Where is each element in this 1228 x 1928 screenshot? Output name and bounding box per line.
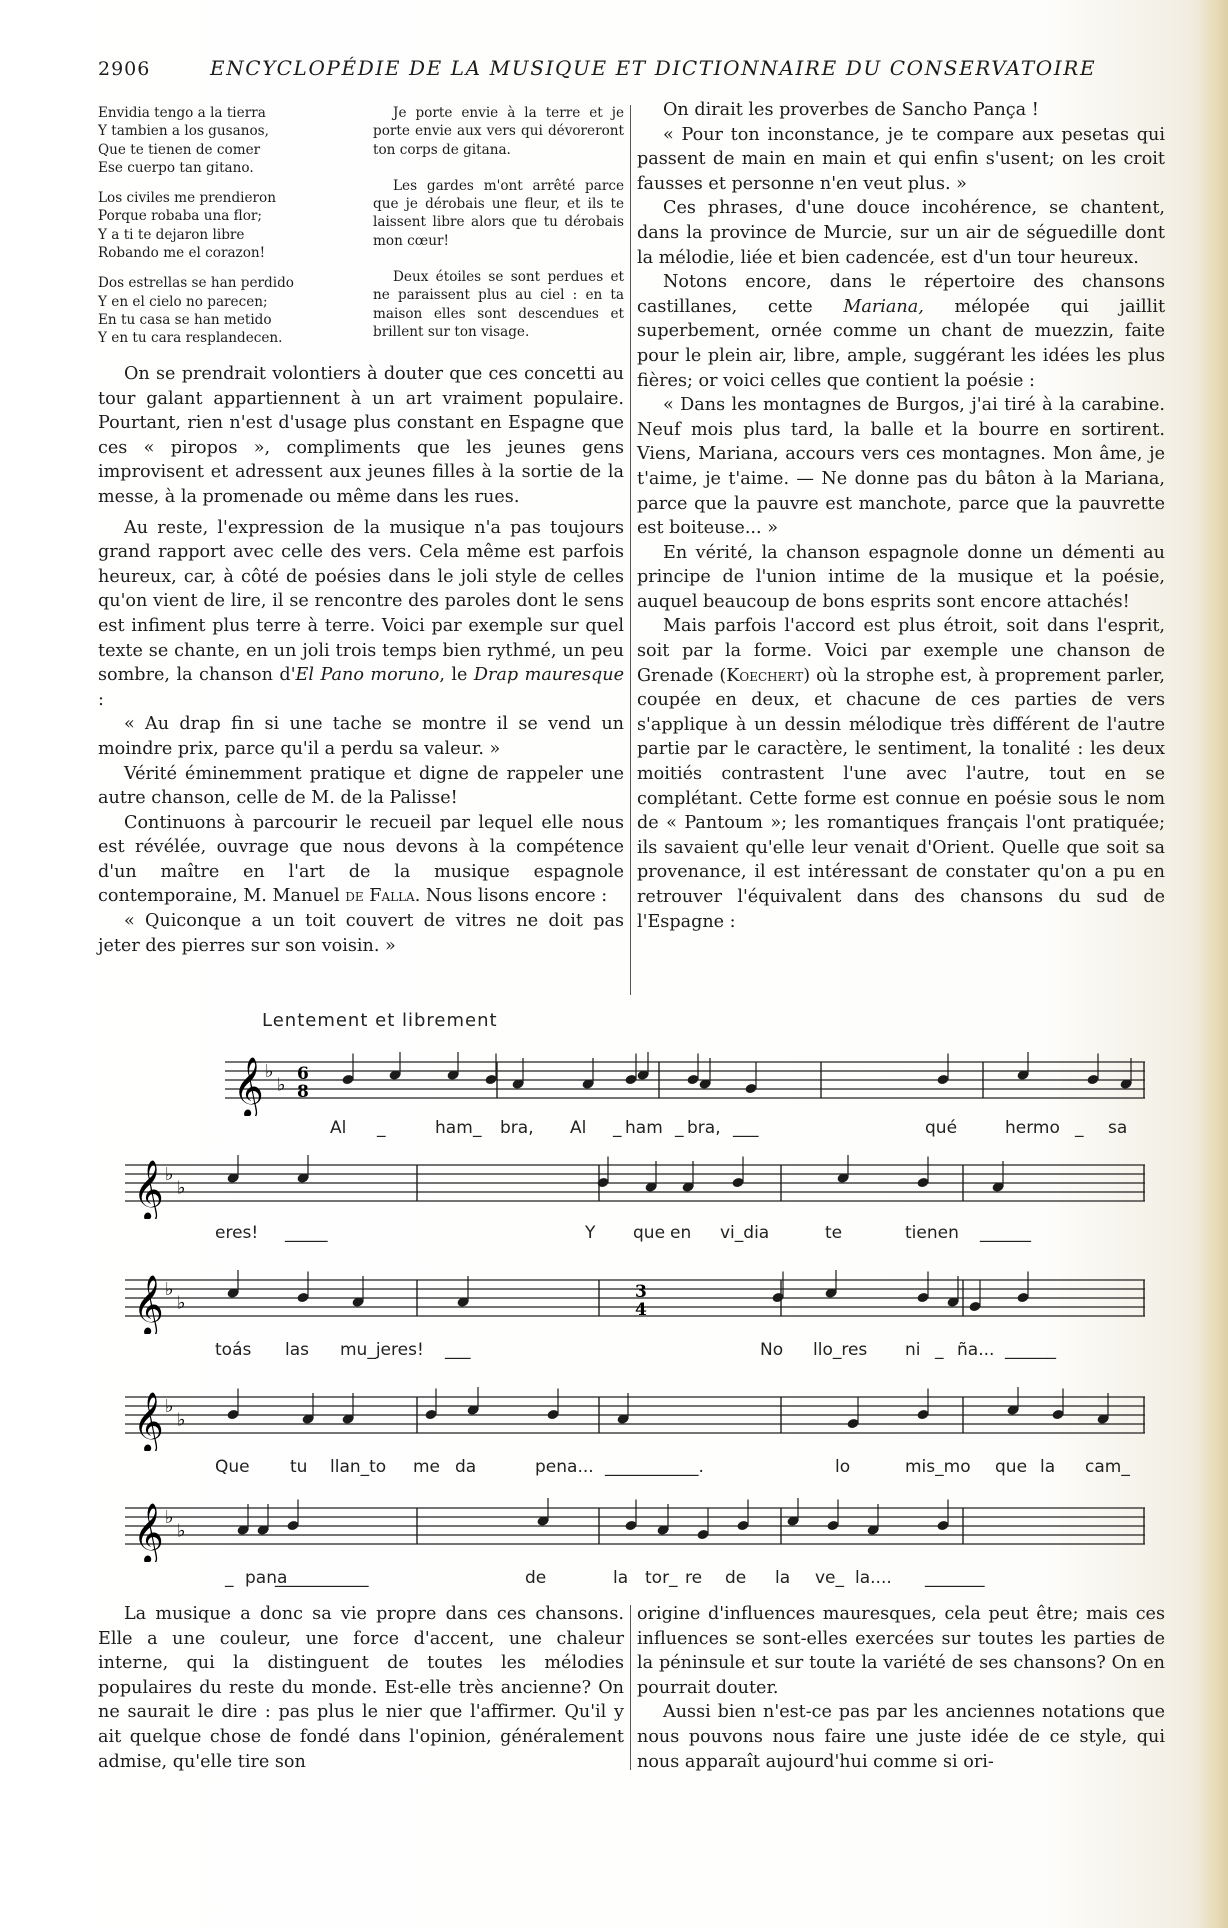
author-name: Koechert [726, 665, 804, 686]
paragraph: Vérité éminemment pratique et digne de rappeler une autre chanson, celle de M. de la Palisse! [98, 763, 624, 809]
lyric-syllable: llo_res [813, 1340, 868, 1360]
paragraph: Mais parfois l'accord est plus étroit, soit dans l'esprit, soit par la forme. Voici par exemple une chanson de Grenade (Koechert) où la strophe est, à proprement parler, coupée en deux, et chacune de ces parties de vers s'applique à un dessin mélodique très différent de l'autre partie par le caractère, le sentiment, la tonalité : les deux moitiés contrastent l'une avec l'autre, tout en se complétant. Cette forme est connue en poésie sous le nom de « Pantoum »; les romantiques français l'ont pratiquée; ils savaient qu'elle leur venait d'Orient. Quelle que soit sa provenance, il est intéressant de constater qu'on a pu en retrouver l'équivalent dans des chansons du sud de l'Espagne : [637, 616, 1166, 932]
stanza-es-1 [98, 104, 348, 177]
lyric-syllable: _ [473, 1118, 482, 1138]
lyric-syllable: bra, [687, 1118, 721, 1138]
lyric-syllable: ______ [980, 1223, 1031, 1243]
paragraph: « Dans les montagnes de Burgos, j'ai tiré à la carabine. Neuf mois plus tard, la balle et la bourre en sortirent. Viens, Mariana, accours vers ces montagnes. Mon âme, je t'aime, je t'aime. — Ne donne pas du bâton à la Mariana, parce que la pauvre est manchote, parce que la pauvrette est boiteuse... » [637, 395, 1165, 539]
lyric-syllable: qué [925, 1118, 958, 1138]
lyric-syllable: tu [290, 1457, 308, 1477]
lyric-syllable: ___________. [605, 1457, 704, 1477]
column-divider [630, 105, 631, 995]
lyric-syllable: ña... [957, 1340, 995, 1360]
lyric-syllable: mis_mo [905, 1457, 971, 1477]
lyric-syllable: de [525, 1568, 547, 1588]
flat-icon: ♭ [165, 1396, 174, 1417]
lyric-syllable: llan_to [330, 1457, 387, 1477]
lyric-syllable: ______ [1005, 1340, 1056, 1360]
paragraph: « Quiconque a un toit couvert de vitres ne doit pas jeter des pierres sur son voisin. » [98, 911, 624, 956]
lyrics-line [125, 1457, 1145, 1481]
lyric-syllable: vi_dia [720, 1223, 770, 1243]
lyric-syllable: tor_ [645, 1568, 678, 1588]
flat-icon: ♭ [165, 1279, 174, 1300]
lyric-syllable: que [633, 1223, 666, 1243]
verse-line: En tu casa se han metido [98, 311, 272, 328]
paragraph: origine d'influences mauresques, cela peut être; mais ces influences se sont-elles exercées sur toutes les parties de la péninsule et sur toute la variété de ses chansons? On en pourrait douter. [637, 1604, 1165, 1698]
flat-icon: ♭ [277, 1074, 286, 1096]
lyric-syllable: ham [435, 1118, 473, 1138]
lyric-syllable: Al [570, 1118, 587, 1138]
staff [225, 1052, 1145, 1116]
flat-icon: ♭ [177, 1292, 186, 1314]
time-signature: 8 [297, 1082, 309, 1102]
lyric-syllable: me [413, 1457, 441, 1477]
paragraph: Ces phrases, d'une douce incohérence, se chantent, dans la province de Murcie, sur un air de séguedille dont la mélodie, liée et bien cadencée, est d'un tour heureux. [637, 198, 1165, 268]
staff [125, 1270, 1145, 1334]
verse-line: Porque robaba una flor; [98, 208, 262, 225]
lyric-syllable: te [825, 1223, 843, 1243]
verse-line: Y en el cielo no parecen; [98, 293, 268, 310]
paragraph: Au reste, l'expression de la musique n'a pas toujours grand rapport avec celle des vers. Cela même est parfois heureux, car, à côté de poésies dans le joli style de celles qu'on vient de lire, il se rencontre des paroles dont le sens est infiment plus terre à terre. Voici par exemple sur quel texte se chante, en un joli trois temps bien rythmé, un peu sombre, la chanson d'El Pano moruno, le Drap mauresque : [98, 517, 624, 710]
lyric-syllable: _ [935, 1340, 944, 1360]
lyric-syllable: Y [585, 1223, 596, 1243]
paragraph: « Au drap fin si une tache se montre il se vend un moindre prix, parce qu'il a perdu sa valeur. » [98, 714, 624, 759]
poem-french [373, 104, 624, 353]
lyric-syllable: ve_ [815, 1568, 845, 1588]
verse-line: Robando me el corazon! [98, 245, 266, 262]
lyrics-line [125, 1568, 1145, 1592]
lyric-syllable: Que [215, 1457, 250, 1477]
lyric-syllable: toás [215, 1340, 252, 1360]
paragraph: La musique a donc sa vie propre dans ces chansons. Elle a une couleur, une force d'accent, une chaleur interne, qui la distinguent de toutes les mélodies populaires du reste du monde. Est-elle très ancienne? On ne saurait le dire : pas plus le nier que l'affirmer. Qu'il y ait quelque chose de fondé dans l'opinion, généralement admise, qu'elle tire son [98, 1604, 624, 1772]
paragraph: Continuons à parcourir le recueil par lequel elle nous est révélée, ouvrage que nous devons à la compétence d'un maître en l'art de la musique espagnole contemporaine, M. Manuel de Falla. Nous lisons encore : [98, 812, 624, 907]
lyric-syllable: bra, [500, 1118, 534, 1138]
stanza-es-2 [98, 189, 348, 262]
treble-clef-icon: 𝄞 [133, 1392, 164, 1451]
flat-icon: ♭ [265, 1061, 274, 1082]
song-title: Mariana, [843, 296, 924, 317]
time-signature: 3 [635, 1282, 647, 1302]
author-name: de Falla [345, 886, 415, 907]
verse-line: Que te tienen de comer [98, 141, 261, 158]
lyric-syllable: _ [1075, 1118, 1084, 1138]
lyric-syllable: Al [330, 1118, 347, 1138]
lyric-syllable: ___ [733, 1118, 759, 1138]
paragraph: On dirait les proverbes de Sancho Pança ! [663, 100, 1039, 120]
lyric-syllable: ni [905, 1340, 921, 1360]
staff [125, 1155, 1145, 1219]
verse-line: Y tambien a los gusanos, [98, 123, 269, 140]
lyric-syllable: lo [835, 1457, 851, 1477]
lyric-syllable: No [760, 1340, 784, 1360]
bottom-right-column [637, 1602, 1165, 1774]
poem-spanish [98, 104, 348, 360]
lyric-syllable: pena... [535, 1457, 594, 1477]
lyric-syllable: ham [625, 1118, 663, 1138]
flat-icon: ♭ [177, 1409, 186, 1431]
verse-line: Ese cuerpo tan gitano. [98, 159, 254, 176]
lyric-syllable: las [285, 1340, 309, 1360]
lyric-syllable: re [685, 1568, 703, 1588]
lyric-syllable: ___________ [275, 1568, 369, 1588]
verse-line: Y a ti te dejaron libre [98, 226, 245, 243]
left-column [98, 362, 624, 958]
music-system [125, 1155, 1145, 1255]
lyric-syllable: la [613, 1568, 629, 1588]
music-system [125, 1270, 1145, 1370]
running-title: ENCYCLOPÉDIE DE LA MUSIQUE ET DICTIONNAIRE DU CONSERVATOIRE [210, 56, 1097, 80]
lyrics-line [125, 1340, 1145, 1364]
verse-line: Los civiles me prendieron [98, 190, 276, 207]
verse-line: Dos estrellas se han perdido [98, 275, 294, 292]
lyric-syllable: sa [1108, 1118, 1128, 1138]
running-header [98, 56, 1168, 86]
lyric-syllable: la [775, 1568, 791, 1588]
lyric-syllable: _ [225, 1568, 234, 1588]
music-system [125, 1387, 1145, 1487]
lyric-syllable: la [1040, 1457, 1056, 1477]
column-divider [630, 1605, 631, 1770]
lyric-syllable: pana [245, 1568, 288, 1588]
staff [125, 1387, 1145, 1451]
paragraph: Notons encore, dans le répertoire des chansons castillanes, cette Mariana, mélopée qui jaillit superbement, ornée comme un chant de muezzin, faite pour le plein air, libre, ample, suggérant les idées les plus fières; or voici celles que contient la poésie : [637, 272, 1166, 391]
treble-clef-icon: 𝄞 [133, 1275, 164, 1334]
verse-line: Y en tu cara resplandecen. [98, 330, 283, 347]
paragraph: « Pour ton inconstance, je te compare aux pesetas qui passent de main en main et qui enfin s'usent; on les croit fausses et personne n'en veut plus. » [637, 124, 1165, 194]
flat-icon: ♭ [165, 1507, 174, 1528]
paragraph: En vérité, la chanson espagnole donne un démenti au principe de l'union intime de la musique et la poésie, auquel beaucoup de bons esprits sont encore attachés! [637, 542, 1165, 612]
lyric-syllable: hermo [1005, 1118, 1060, 1138]
lyric-syllable: que [995, 1457, 1028, 1477]
stanza-fr-2: Les gardes m'ont arrêté parce que je dérobais une fleur, et ils te laissent libre alors que tu dérobais mon cœur! [373, 177, 624, 249]
staff [125, 1498, 1145, 1562]
flat-icon: ♭ [177, 1177, 186, 1199]
lyric-syllable: cam_ [1085, 1457, 1130, 1477]
bottom-left-column [98, 1602, 624, 1774]
song-title-fr: Drap mauresque [473, 665, 624, 686]
verse-line: Envidia tengo a la tierra [98, 105, 266, 121]
lyric-syllable: _____ [285, 1223, 328, 1243]
lyric-syllable: _______ [925, 1568, 985, 1588]
lyric-syllable: tienen [905, 1223, 959, 1243]
lyric-syllable: da [455, 1457, 477, 1477]
flat-icon: ♭ [165, 1164, 174, 1185]
treble-clef-icon: 𝄞 [133, 1503, 164, 1562]
paragraph: On se prendrait volontiers à douter que ces concetti au tour galant appartiennent à un art vraiment populaire. Pourtant, rien n'est d'usage plus constant en Espagne que ces « piropos », compliments que les jeunes gens improvisent et adressent aux jeunes filles à la sortie de la messe, à la promenade ou même dans les rues. [98, 364, 624, 507]
flat-icon: ♭ [177, 1520, 186, 1542]
lyric-syllable: _ [377, 1118, 386, 1138]
lyric-syllable: _ [675, 1118, 684, 1138]
lyric-syllable: eres! [215, 1223, 259, 1243]
tempo-marking: Lentement et librement [262, 1010, 498, 1031]
time-signature: 6 [297, 1064, 309, 1084]
lyric-syllable: de [725, 1568, 747, 1588]
lyrics-line [225, 1118, 1228, 1142]
lyric-syllable: ___ [445, 1340, 471, 1360]
song-title: El Pano moruno [295, 665, 440, 686]
treble-clef-icon: 𝄞 [233, 1057, 264, 1116]
music-system [225, 1052, 1145, 1152]
stanza-es-3 [98, 274, 348, 347]
right-column [637, 98, 1165, 934]
treble-clef-icon: 𝄞 [133, 1160, 164, 1219]
lyrics-line [125, 1223, 1145, 1247]
lyric-syllable: mu_jeres! [340, 1340, 424, 1360]
paragraph: Aussi bien n'est-ce pas par les anciennes notations que nous pouvons nous faire une juste idée de ce style, qui nous apparaît aujourd'hui comme si ori- [637, 1702, 1165, 1772]
time-signature: 4 [635, 1300, 647, 1320]
lyric-syllable: en [670, 1223, 692, 1243]
stanza-fr-1: Je porte envie à la terre et je porte envie aux vers qui dévoreront ton corps de gitana. [373, 105, 624, 158]
music-system [125, 1498, 1145, 1598]
stanza-fr-3: Deux étoiles se sont perdues et ne paraissent plus au ciel : en ta maison elles sont descendues et brillent sur ton visage. [373, 269, 624, 340]
page-binding-edge [1198, 0, 1228, 1928]
page-number: 2906 [98, 58, 151, 80]
lyric-syllable: _ [613, 1118, 622, 1138]
lyric-syllable: la.... [855, 1568, 892, 1588]
